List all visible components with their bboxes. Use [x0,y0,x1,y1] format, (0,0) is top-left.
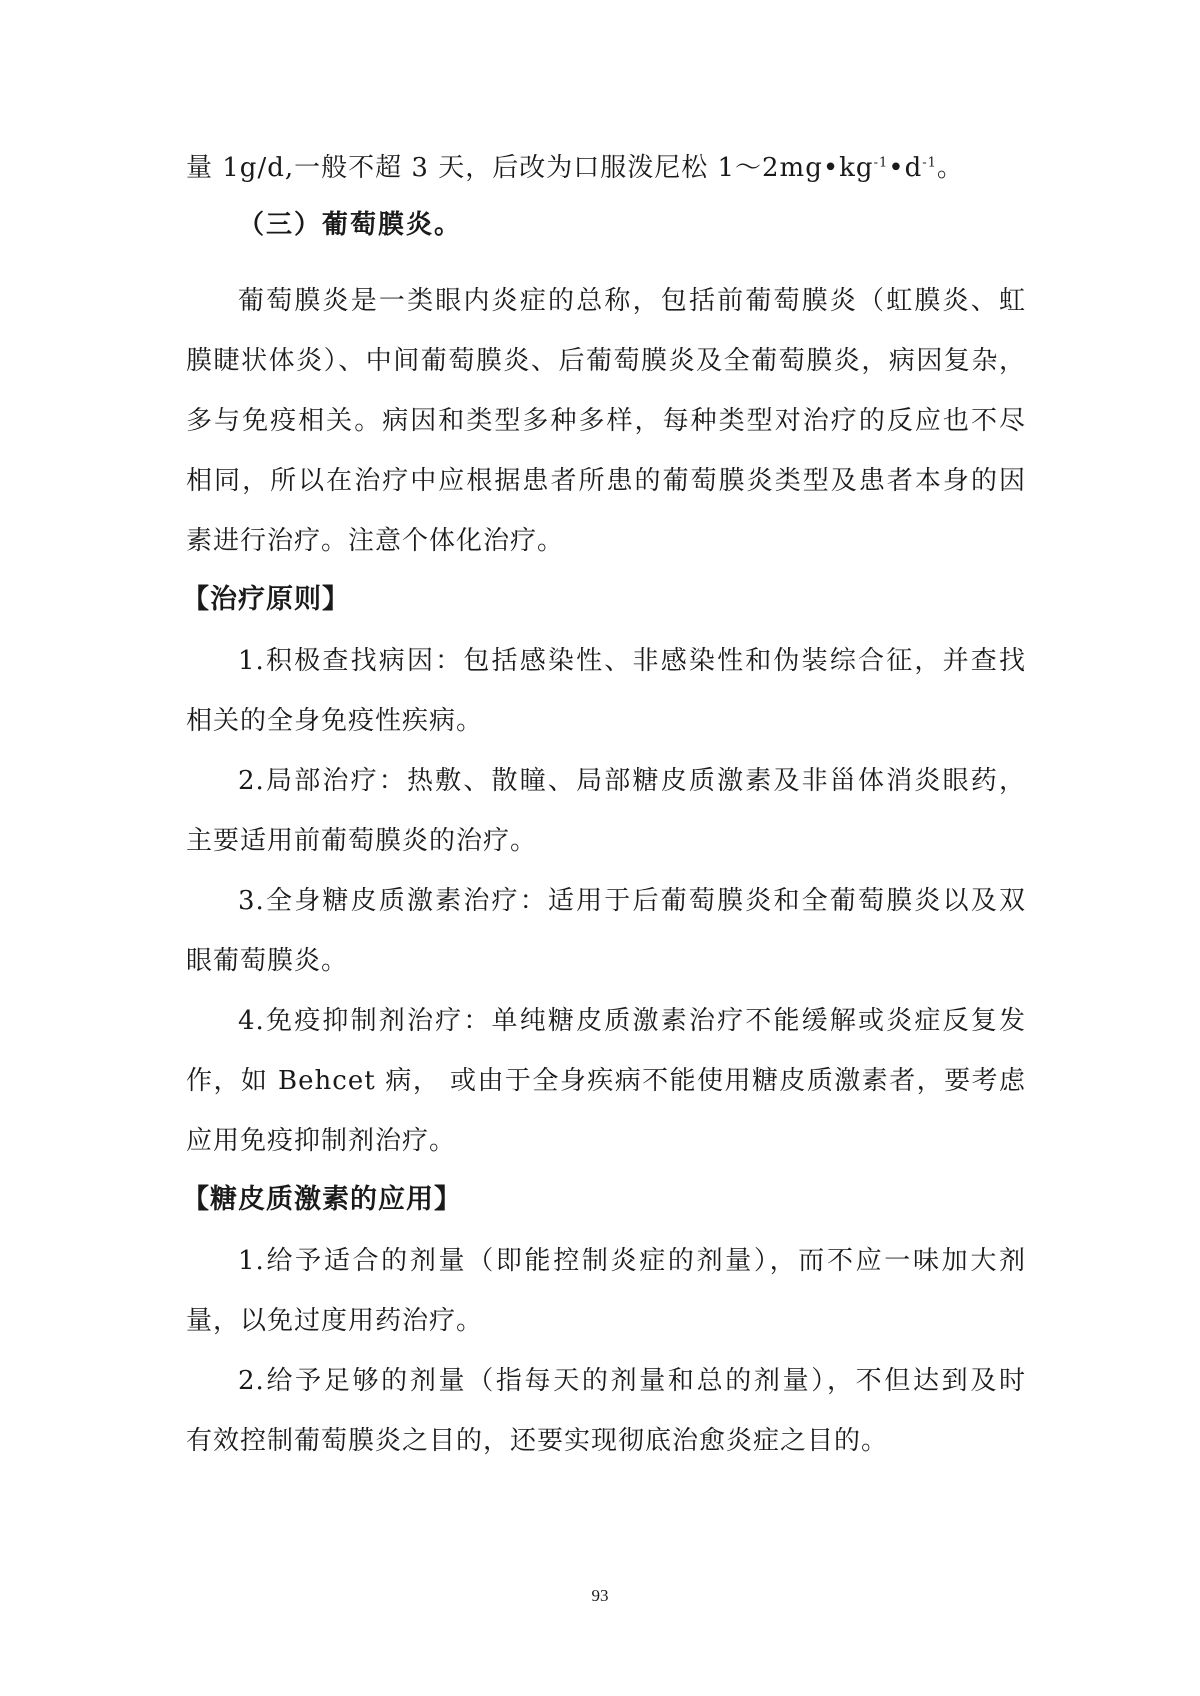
paragraph-line: 相同，所以在治疗中应根据患者所患的葡萄膜炎类型及患者本身的因 [186,466,1026,496]
superscript: -1 [922,155,937,171]
list-item-line: 相关的全身免疫性疾病。 [186,706,484,736]
list-item-line: 3.全身糖皮质激素治疗：适用于后葡萄膜炎和全葡萄膜炎以及双 [238,886,1026,916]
page-number: 93 [591,1586,609,1605]
list-item-line: 作，如 Behcet 病， 或由于全身疾病不能使用糖皮质激素者，要考虑 [186,1066,1026,1096]
continuation-text-end: 。 [936,153,964,183]
section-heading-steroids: 【糖皮质激素的应用】 [182,1184,462,1215]
list-item-line: 眼葡萄膜炎。 [186,946,349,976]
list-item-line: 4.免疫抑制剂治疗：单纯糖皮质激素治疗不能缓解或炎症反复发 [238,1006,1026,1036]
list-item-line: 1.给予适合的剂量（即能控制炎症的剂量），而不应一味加大剂 [238,1246,1026,1276]
list-item-line: 2.给予足够的剂量（指每天的剂量和总的剂量），不但达到及时 [238,1366,1026,1396]
paragraph-line: 葡萄膜炎是一类眼内炎症的总称，包括前葡萄膜炎（虹膜炎、虹 [238,286,1026,316]
list-item-line: 1.积极查找病因：包括感染性、非感染性和伪装综合征，并查找 [238,646,1026,676]
continuation-line [186,150,1026,186]
section-heading-principles: 【治疗原则】 [182,584,350,615]
paragraph-line: 膜睫状体炎）、中间葡萄膜炎、后葡萄膜炎及全葡萄膜炎，病因复杂， [186,346,1026,376]
continuation-text: 量 1g/d,一般不超 3 天，后改为口服泼尼松 1～2mg•kg [186,153,874,183]
list-item-line: 量，以免过度用药治疗。 [186,1306,484,1336]
list-item-line: 有效控制葡萄膜炎之目的，还要实现彻底治愈炎症之目的。 [186,1426,889,1456]
list-item-line: 应用免疫抑制剂治疗。 [186,1126,457,1156]
list-item-line: 主要适用前葡萄膜炎的治疗。 [186,826,538,856]
subheading-uveitis: （三）葡萄膜炎。 [238,210,463,240]
paragraph-line: 素进行治疗。注意个体化治疗。 [186,526,565,556]
superscript: -1 [873,155,889,171]
continuation-text-mid: •d [888,153,923,183]
paragraph-line: 多与免疫相关。病因和类型多种多样，每种类型对治疗的反应也不尽 [186,406,1026,436]
list-item-line: 2.局部治疗：热敷、散瞳、局部糖皮质激素及非甾体消炎眼药， [238,766,1026,796]
